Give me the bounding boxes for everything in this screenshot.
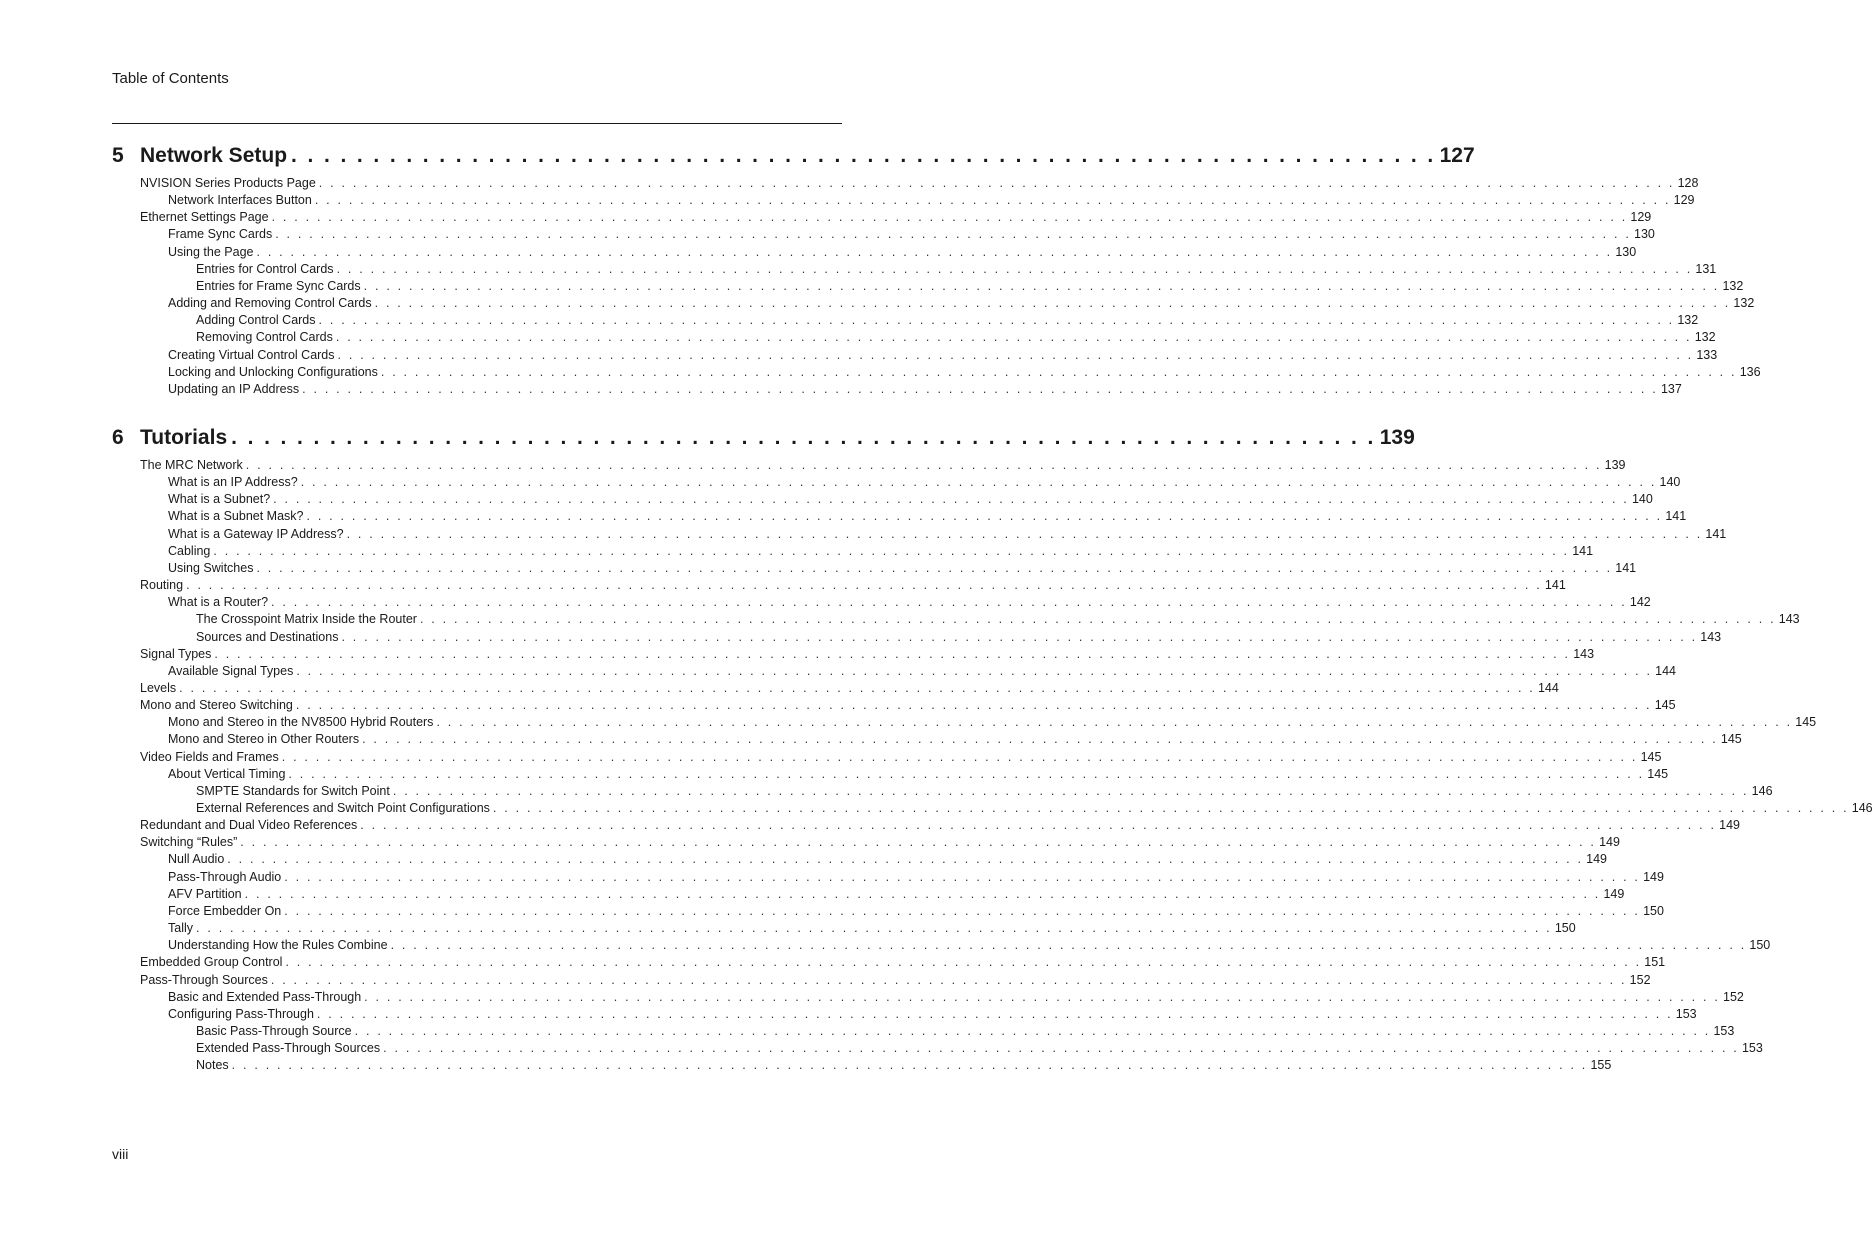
header-rule	[112, 123, 842, 124]
dot-leader: . . . . . . . . . . . . . . . . . . . . . . . . . . . . . . . . . . . . . . . . . . . . . . . . . . . . . . . . . . . . . . . . . . . . . . . . . . . . . . . . . . . . . . . . . . . . . . . . . . . . . . . . . . . . . . . . . . . . . . . .	[419, 612, 1776, 626]
toc-entry-title: Adding and Removing Control Cards	[168, 296, 372, 310]
dot-leader: . . . . . . . . . . . . . . . . . . . . . . . . . . . . . . . . . . . . . . . . . . . . . . . . . . . . . . . . . . . . . . . . . . . . . . . . . . . . . . . . . . . . . . . . . . . . . . . . . . . . . . . . . . . . . . . . . . . . . . . .	[354, 1024, 1711, 1038]
toc-entry-page-number: 149	[1719, 818, 1740, 832]
dot-leader: . . . . . . . . . . . . . . . . . . . . . . . . . . . . . . . . . . . . . . . . . . . . . . . . . . . . . . . . . . . . . . . . . . . . . . . . . . . . . . . . . . . . . . . . . . . . . . . . . . . . . . . . . . . . . . . . . . . . . . . .	[314, 193, 1671, 207]
dot-leader: . . . . . . . . . . . . . . . . . . . . . . . . . . . . . . . . . . . . . . . . . . . . . . . . . . . . . . . . . . . . . . . . . . . . . . . . . . . . . . . . . . . . . . . . . . . . . . . . . . . . . . . . . . . . . . . . . . . . . . . .	[196, 921, 1552, 935]
toc-entry[interactable]	[140, 577, 1566, 594]
toc-entry-page-number: 139	[1604, 458, 1626, 472]
toc-entry-page-number: 137	[1660, 382, 1682, 396]
toc-entry-page-number: 149	[1603, 887, 1625, 901]
toc-entry[interactable]	[140, 749, 1662, 766]
toc-entry-page-number: 152	[1629, 973, 1651, 987]
toc-entry[interactable]	[196, 278, 1744, 295]
dot-leader: . . . . . . . . . . . . . . . . . . . . . . . . . . . . . . . . . . . . . . . . . . . . . . . . . . . . . . . . . . . . . . . . . . . . . . . . . . . . . . . . . . . . . . . . . . . . . . . . . . . . . . . . . . . . . . . . . . . . . . . .	[284, 870, 1641, 884]
toc-entry-page-number: 133	[1696, 348, 1718, 362]
toc-entry[interactable]	[196, 1023, 1735, 1040]
dot-leader: . . . . . . . . . . . . . . . . . . . . . . . . . . . . . . . . . . . . . . . . . . . . . . . . . . . . . . . . . . . . . . . . . . . . . . . . . . . . . . . . . . . . . . . . . . . . . . . . . . . . . . . . . . . . . . . . . . . . . . . .	[390, 938, 1747, 952]
toc-entry[interactable]	[140, 817, 1740, 834]
dot-leader: . . . . . . . . . . . . . . . . . . . . . . . . . . . . . . . . . . . . . . . . . . . . . . . . . . . . . . . . . . . . . . . . . . . . . . . . . . . . . . . . . . . . . . . . . . . . . . . . . . . . . . . . . . . . . . . . . . . . . . . .	[271, 210, 1628, 224]
toc-entry-title: Adding Control Cards	[196, 313, 316, 327]
toc-entry-page-number: 153	[1675, 1007, 1697, 1021]
toc-entry[interactable]	[168, 295, 1755, 312]
dot-leader: . . . . . . . . . . . . . . . . . . . . . . . . . . . . . . . . . . . . . . . . . . . . . . . . . . . . . . . . . . . . . . . . . . . . . . . . . . . . . . . . . . . . . . . . . . . . . . . . . . . . . . . . . . . . . . . . . . . . . . . .	[363, 279, 1720, 293]
toc-entry[interactable]	[140, 972, 1651, 989]
toc-entry-title: Basic Pass-Through Source	[196, 1024, 352, 1038]
chapter-page-number: 139	[1379, 426, 1415, 449]
toc-entry[interactable]	[196, 261, 1717, 278]
toc-entry[interactable]	[168, 526, 1727, 543]
toc-entry-page-number: 150	[1749, 938, 1771, 952]
toc-entry[interactable]	[140, 457, 1626, 474]
dot-leader: . . . . . . . . . . . . . . . . . . . . . . . . . . . . . . . . . . . . . . . . . . . . . . . . . . . . . . . . . . . . . . . . . . . . . . . . . . . . . . . . . . . . . . . . . . . . . . . . . . . . . . . . . . . . . . . . . . . . . . . .	[374, 296, 1731, 310]
toc-entry[interactable]	[168, 491, 1653, 508]
toc-entry-page-number: 141	[1615, 561, 1637, 575]
dot-leader: . . . . . . . . . . . . . . . . . . . . . . . . . . . . . . . . . . . . . . . . . . . . . . . . . . . . . . . . . . . . . . . . . . . . . . . . . . . . . . . . . . . . . . . . . . . . . . . . . . . . . . . . . . . . . . . . . . . . . . . .	[256, 561, 1613, 575]
toc-entry-page-number: 152	[1723, 990, 1744, 1004]
toc-entry[interactable]	[168, 869, 1664, 886]
toc-entry-page-number: 144	[1537, 681, 1559, 695]
dot-leader: . . . . . . . . . . . . . . . . . . . . . . . . . . . . . . . . . . . . . . . . . . . . . . . . . . . . . . . . . . . . . . . . . . . . . . . . . . . . . . . . . . . . . . . . . . . . . . . . . . . . . . . . . . . . . . . . . . . . . . . .	[335, 330, 1692, 344]
dot-leader: . . . . . . . . . . . . . . . . . . . . . . . . . . . . . . . . . . . . . . . . . . . . . . . . . . . . . . . . . . . . . . . . . . . . . . . . . . . . . . . . . . . . . . . . . . . . . . . . . . . . . . . . . . . . . . . . . . . . . . . .	[284, 904, 1641, 918]
toc-entry-title: Cabling	[168, 544, 211, 558]
dot-leader: . . . . . . . . . . . . . . . . . . . . . . . . . . . . . . . . . . . . . . . . . . . . . . . . . . . . . . . . . . . . . . . . . . . . . . . . . . . . . . . . . . . . . . . . . . . . . . . . . . . . . . . . . . . . . . . . . . . . . . . .	[296, 664, 1653, 678]
toc-entry-page-number: 129	[1630, 210, 1652, 224]
chapter-page-number: 127	[1439, 144, 1475, 167]
toc-entry[interactable]	[168, 474, 1681, 491]
toc-entry-title: Understanding How the Rules Combine	[168, 938, 388, 952]
toc-entry-title: Updating an IP Address	[168, 382, 300, 396]
toc-entry-title: Removing Control Cards	[196, 330, 333, 344]
toc-entry-title: What is a Gateway IP Address?	[168, 527, 344, 541]
toc-entry-title: Locking and Unlocking Configurations	[168, 365, 378, 379]
dot-leader: . . . . . . . . . . . . . . . . . . . . . . . . . . . . . . . . . . . . . . . . . . . . . . . . . . . . . . . . . . . . . . . . . . . . . . . . . . . . . . . . . . . . . . . . . . . . . . . . . . . . . . . . . . . . . . . . . . . . . . . .	[231, 1058, 1588, 1072]
chapter-heading[interactable]	[112, 144, 1475, 168]
dot-leader: . . . . . . . . . . . . . . . . . . . . . . . . . . . . . . . . . . . . . . . . . . . . . . . . . . . . . . . . . . . . . . . . . . . . . . . . . . . . . . . . . . . . . . . . . . . . . . . . . . . . . . . . . . . . . . . . . . . . . . . .	[318, 313, 1675, 327]
dot-leader: . . . . . . . . . . . . . . . . . . . . . . . . . . . . . . . . . . . . . . . . . . . . . . . . . . . . . . . . . . . . . . . . . . . . . . . . . . . . . . . . . . . . . . . . . . . . . . . . . . . . . . . . . . . . . . . . . . . . . . . .	[318, 176, 1675, 190]
dot-leader: . . . . . . . . . . . . . . . . . . . . . . . . . . . . . . . . . . . . . . . . . . . . . . . . . . . . . . . . . . . . . . . . . . . . . . . . . . . . . . . . . . . . . . . . . . . . . . . . . . . . . . . . . . . . . . . . . . . . . . . .	[380, 365, 1737, 379]
toc-entry[interactable]	[168, 989, 1744, 1006]
toc-entry-title: Using Switches	[168, 561, 254, 575]
toc-entry-title: Force Embedder On	[168, 904, 282, 918]
toc-entry-title: Entries for Frame Sync Cards	[196, 279, 361, 293]
toc-entry-page-number: 131	[1695, 262, 1717, 276]
dot-leader: . . . . . . . . . . . . . . . . . . . . . . . . . . . . . . . . . . . . . . . . . . . . . . . . . . . . . . . . . . . . . . . . . . . . . . . . . . . . . . . . . . . . . . . . . . . . . . . . . . . . . . . . . . . . . . . . . . . . . . . .	[492, 801, 1849, 815]
toc-entry[interactable]	[168, 1006, 1697, 1023]
toc-entry-page-number: 149	[1586, 852, 1607, 866]
toc-entry[interactable]	[168, 766, 1669, 783]
dot-leader: . . . . . . . . . . . . . . . . . . . . . . . . . . . . . . . . . . . . . . . . . . . . . . . . . . . . . . . . . . . . . . . . . . . . . . . . . . . . . . . . . . . . . . . . . . . . . . . . . . . . . . . . . . . . . . . . . . . . . . . .	[273, 492, 1629, 506]
toc-entry-title: What is a Router?	[168, 595, 269, 609]
dot-leader: . . . . . . . . . . . . . . . . . . . . . . . . . . . . . . . . . . . . . . . . . . . . . . . . . . . . . . . . . . . . . . . . . . . . . . . . . . . . . . . . . . . . . . . . . . . . . . . . . . . . . . . . . . . . . . . . . . . . . . . .	[336, 262, 1693, 276]
toc-entry[interactable]	[196, 312, 1699, 329]
toc-entry-page-number: 155	[1590, 1058, 1612, 1072]
toc-entry-page-number: 153	[1741, 1041, 1763, 1055]
dot-leader: . . . . . . . . . . . . . . . . . . . . . . . . . . . . . . . . . . . . . . . . . . . . . . . . . . . . . . . . . . . . . . . . . . . . . . . . . . . . . . . . . . . . . . . . . . . . . . . . . . . . . . . . . . . . . . . . . . . . . . . .	[281, 750, 1638, 764]
toc-entry-page-number: 144	[1655, 664, 1677, 678]
toc-entry-page-number: 129	[1673, 193, 1695, 207]
toc-entry-title: About Vertical Timing	[168, 767, 286, 781]
dot-leader: . . . . . . . . . . . . . . . . . . . . . . . . . . . . . . . . . . . . . . . . . . . . . . . . . . . . . . . . . . . . . . . . . . . . . . . . . . . . . . . . . . . . . . . . . . . . . . . . . . . . . . . . . . . . . . . . . . . . . . . .	[270, 973, 1627, 987]
toc-entry[interactable]	[168, 886, 1625, 903]
toc-entry-title: Signal Types	[140, 647, 212, 661]
running-head: Table of Contents	[112, 70, 229, 87]
toc-entry[interactable]	[168, 543, 1594, 560]
chapter-number: 6	[112, 426, 124, 449]
toc-entry[interactable]	[140, 834, 1620, 851]
chapter-heading[interactable]	[112, 426, 1415, 450]
dot-leader: . . . . . . . . . . . . . . . . . . . . . . . . . . . . . . . . . . . . . . . . . . . . . . . . . . . . . . . . . . . . . . . . . . . . . . . . . . . . . . . . . . . . . . . . . . . . . . . . . . . . . . . . . . . . . . . . . . . . . . . .	[360, 818, 1717, 832]
toc-entry-title: NVISION Series Products Page	[140, 176, 316, 190]
toc-entry-page-number: 143	[1700, 630, 1722, 644]
toc-entry-page-number: 142	[1629, 595, 1651, 609]
toc-entry[interactable]	[168, 226, 1655, 243]
toc-entry[interactable]	[140, 697, 1676, 714]
toc-entry-page-number: 136	[1739, 365, 1761, 379]
toc-entry-title: Pass-Through Sources	[140, 973, 268, 987]
dot-leader: . . . . . . . . . . . . . . . . . . . . . . . . . . . . . . . . . . . . . . . . . . . . . . . . . . . . . . . . . . . . . . . . . . . . . . . . . . . . . . . . . . . . . . . . . . . . . . . . . . . . . . . . . . . . . . . . . . . . . . . .	[227, 852, 1584, 866]
dot-leader: . . . . . . . . . . . . . . . . . . . . . . . . . . . . . . . . . . . . . . . . . . . . . . . . . . . . . . . . . . . . . . . . . . . . . . . . . . . . . . . . . . . . . . . . . . . . . . . . . . . . . . . . . . . . . . . . . . . . . . . .	[341, 630, 1698, 644]
toc-entry[interactable]	[168, 381, 1682, 398]
toc-entry-title: Entries for Control Cards	[196, 262, 334, 276]
dot-leader: . . . . . . . . . . . . . . . . . . . . . . . . . . . . . . . . . . . . . . . . . . . . . . . . . . . . . . . . . . . . . . . . . . . . . . . . . . . . . . . . . . . . . . . . . . . . . . . . . . . . . . . . . . . . . . . . . . . . . . . .	[300, 475, 1657, 489]
dot-leader: . . . . . . . . . . . . . . . . . . . . . . . . . . . . . . . . . . . . . . . . . . . . . . . . . . . . . . . . . . . . . . . . . . . . . . . . . . . . . . . . . . . . . . . . . . . . . . . . . . . . . . . . . . . . . . . . . . . . . . . .	[337, 348, 1694, 362]
toc-entry-page-number: 141	[1705, 527, 1727, 541]
toc-entry[interactable]	[196, 1040, 1763, 1057]
dot-leader: . . . . . . . . . . . . . . . . . . . . . . . . . . . . . . . . . . . . . . . . . . . . . . . . . . . . . . . . . . . . . . . . . . . . . . . . . . . . . . . . . . . . . . . . . . . . . . . . . . . . . . . . . . . . . . . . . . . . . . . .	[362, 732, 1718, 746]
toc-entry-title: Redundant and Dual Video References	[140, 818, 358, 832]
toc-entry-page-number: 132	[1722, 279, 1744, 293]
toc-entry-title: Levels	[140, 681, 177, 695]
dot-leader: . . . . . . . . . . . . . . . . . . . . . . . . . . . . . . . . . . . . . . . . . . . . . . . . . . . . . . . . . . . . . . . . . . . . . . . . . . . . . . . . . . . . . . . . . . . . . . . . . . . . . . . . . . . . . . . . . . . . . . . .	[316, 1007, 1673, 1021]
toc-entry-page-number: 143	[1573, 647, 1595, 661]
chapter-title: Tutorials	[140, 426, 228, 449]
toc-entry-page-number: 130	[1634, 227, 1655, 241]
toc-entry-title: Available Signal Types	[168, 664, 294, 678]
dot-leader: . . . . . . . . . . . . . . . . . . . . . . . . . . . . . . . . . . . . . . . . . . . . . . . . . . . . . . . . . . . . . . . . . . . . . . . . . . . . . . . . . . . . . . . . . . . . . . . . . . . . . . . . . . . . . . . . . . . . . . . .	[214, 647, 1571, 661]
toc-entry-page-number: 146	[1751, 784, 1773, 798]
toc-entry-title: Frame Sync Cards	[168, 227, 273, 241]
toc-entry-title: What is a Subnet Mask?	[168, 509, 304, 523]
toc-entry[interactable]	[168, 851, 1607, 868]
toc-entry[interactable]	[168, 244, 1637, 261]
toc-entry[interactable]	[140, 646, 1595, 663]
toc-entry-title: What is an IP Address?	[168, 475, 298, 489]
toc-entry[interactable]	[196, 800, 1873, 817]
toc-entry-title: Switching “Rules”	[140, 835, 238, 849]
toc-entry[interactable]	[168, 192, 1695, 209]
toc-entry-title: Creating Virtual Control Cards	[168, 348, 335, 362]
toc-entry-title: The MRC Network	[140, 458, 243, 472]
toc-entry-title: Mono and Stereo Switching	[140, 698, 293, 712]
dot-leader: . . . . . . . . . . . . . . . . . . . . . . . . . . . . . . . . . . . . . . . . . . . . . . . . . . . . . . . . . . . . . . . . . . . . . . . . . . . . . . . . . . . . . . . . . . . . . . . . . . . . . . . . . . . . . . . . . . . . . . . .	[285, 955, 1642, 969]
toc-entry[interactable]	[168, 903, 1664, 920]
toc-entry-page-number: 132	[1694, 330, 1716, 344]
toc-entry-page-number: 145	[1647, 767, 1669, 781]
toc-entry-page-number: 141	[1572, 544, 1594, 558]
toc-entry-title: Mono and Stereo in the NV8500 Hybrid Routers	[168, 715, 434, 729]
page-folio: viii	[112, 1146, 129, 1162]
dot-leader: . . . . . . . . . . . . . . . . . . . . . . . . . . . . . . . . . . . . . . . . . . . . . . . . . . . . . . . . . . . . . . . . . . . . . . . . . . . . . . . . . . . . . . . . . . . . . . . . . . . . . . . . . . . . . . . . . . . . . . . .	[288, 767, 1645, 781]
toc-entry-title: Pass-Through Audio	[168, 870, 282, 884]
toc-entry-page-number: 151	[1644, 955, 1666, 969]
dot-leader: . . . . . . . . . . . . . . . . . . . . . . . . . . . . . . . . . . . . . . . . . . . . . . . . . . . . . . . . . . . . . . . . . . . . . . . . . . . . . . . . . . . . . . . . . . . . . . . . . . . . . . . . . . . . . . . . . . . . . . . .	[295, 698, 1652, 712]
toc-entry-title: Basic and Extended Pass-Through	[168, 990, 362, 1004]
toc-entry-title: Video Fields and Frames	[140, 750, 279, 764]
toc-entry-page-number: 145	[1640, 750, 1662, 764]
dot-leader: . . . . . . . . . . . . . . . . . . . . . . . . . . . . . . . . . . . . . . . . . . . . . . . . . . . . . . . . . . . . . . . . . . . . . . . . . . . . . . . . . . . . . . . . . . . . . . . . . . . . . . . . . . . . . . . . . . . . . . . .	[240, 835, 1597, 849]
toc-entry[interactable]	[168, 364, 1761, 381]
chapter-title: Network Setup	[140, 144, 288, 167]
dot-leader: . . . . . . . . . . . . . . . . . . . . . . . . . . . . . . . . . . . . . . . . . . . . . . . . . . . . . . . . . . . . . . . . . . . . . . . . . . . . . . . . . . . . . . . . . . . . . . . . . . . . . . . . . . . . . . . . . . . . . . . .	[244, 887, 1601, 901]
toc-entry-page-number: 145	[1795, 715, 1817, 729]
toc-entry-page-number: 146	[1851, 801, 1873, 815]
toc-entry-title: Sources and Destinations	[196, 630, 339, 644]
toc-entry-page-number: 150	[1554, 921, 1576, 935]
chapter-number: 5	[112, 144, 124, 167]
dot-leader: . . . . . . . . . . . . . . . . . . . . . . . . . . . . . . . . . . . . . . . . . . . . . . . . . . . . . . . . . . . . . . . . . . . . . . . . . . . . . . . . . . . . . . . . . . . . . . . . . . . . . . . . . . . . . . . . . . . . . . . .	[346, 527, 1703, 541]
dot-leader: . . . . . . . . . . . . . . . . . . . . . . . . . . . . . . . . . . . . . . . . . . . . . . . . . . . . . . . . . . . . . . . . . . . . . . . . . . . . . . . . . . . . . . . . . . . . . . . . . . . . . . . . . . . . . . . . . . . . . . . .	[213, 544, 1570, 558]
dot-leader: . . . . . . . . . . . . . . . . . . . . . . . . . . . . . . . . . . . . . . . . . . . . . . . . . . . . . . . . . . . . . . . . . . . . . .	[291, 144, 1436, 167]
toc-entry[interactable]	[140, 209, 1652, 226]
dot-leader: . . . . . . . . . . . . . . . . . . . . . . . . . . . . . . . . . . . . . . . . . . . . . . . . . . . . . . . . . . . . . . . . . . . . . . . . . . . . . . . . . . . . . . . . . . . . . . . . . . . . . . . . . . . . . . . . . . . . . . . .	[383, 1041, 1739, 1055]
toc-entry[interactable]	[168, 937, 1771, 954]
toc-entry-page-number: 141	[1665, 509, 1687, 523]
toc-entry-page-number: 145	[1654, 698, 1676, 712]
toc-entry-title: Notes	[196, 1058, 229, 1072]
toc-entry-page-number: 140	[1631, 492, 1653, 506]
toc-entry-title: Network Interfaces Button	[168, 193, 312, 207]
toc-entry-page-number: 143	[1778, 612, 1800, 626]
toc-entry-title: What is a Subnet?	[168, 492, 271, 506]
dot-leader: . . . . . . . . . . . . . . . . . . . . . . . . . . . . . . . . . . . . . . . . . . . . . . . . . . . . . . . . . . . . . . . . . . . . . . . . . . . . . . . . . . . . . . . . . . . . . . . . . . . . . . . . . . . . . . . . . . . . . . . .	[186, 578, 1542, 592]
toc-entry-page-number: 132	[1733, 296, 1755, 310]
toc-entry-title: External References and Switch Point Configurations	[196, 801, 490, 815]
toc-entry[interactable]	[168, 714, 1817, 731]
toc-entry-title: Using the Page	[168, 245, 254, 259]
toc-entry-page-number: 149	[1599, 835, 1620, 849]
toc-entry[interactable]	[140, 175, 1699, 192]
toc-entry[interactable]	[168, 731, 1742, 748]
toc-entry-title: Extended Pass-Through Sources	[196, 1041, 381, 1055]
toc-entry[interactable]	[168, 508, 1687, 525]
dot-leader: . . . . . . . . . . . . . . . . . . . . . . . . . . . . . . . . . . . . . . . . . . . . . . . . . . . . . . . . . . . . . . . . . . . . . . . . . . . . . . . . . . . . . . . . . . . . . . . . . . . . . . . . . . . . . . . . . . . . . . . .	[364, 990, 1720, 1004]
toc-entry[interactable]	[140, 954, 1666, 971]
toc-entry[interactable]	[140, 680, 1559, 697]
toc-entry-title: Mono and Stereo in Other Routers	[168, 732, 360, 746]
dot-leader: . . . . . . . . . . . . . . . . . . . . . . . . . . . . . . . . . . . . . . . . . . . . . . . . . . . . . . . . . . . . . . . . . . . . . . . . . . . . . . . . . . . . . . . . . . . . . . . . . . . . . . . . . . . . . . . . . . . . . . . .	[392, 784, 1749, 798]
toc-entry-title: Tally	[168, 921, 194, 935]
dot-leader: . . . . . . . . . . . . . . . . . . . . . . . . . . . . . . . . . . . . . . . . . . . . . . . . . . . . . . . . . . . . . . . . . . . . . . . . . . . . . . . . . . . . . . . . . . . . . . . . . . . . . . . . . . . . . . . . . . . . . . . .	[256, 245, 1613, 259]
toc-entry-title: The Crosspoint Matrix Inside the Router	[196, 612, 417, 626]
toc-entry-title: Embedded Group Control	[140, 955, 283, 969]
toc-entry[interactable]	[168, 663, 1677, 680]
toc-entry-page-number: 132	[1677, 313, 1699, 327]
dot-leader: . . . . . . . . . . . . . . . . . . . . . . . . . . . . . . . . . . . . . . . . . . . . . . . . . . . . . . . . . . . . . . . . . . . . . . . . . . . . . . . . . . . . . . . . . . . . . . . . . . . . . . . . . . . . . . . . . . . . . . . .	[271, 595, 1627, 609]
toc-entry-page-number: 141	[1544, 578, 1566, 592]
dot-leader: . . . . . . . . . . . . . . . . . . . . . . . . . . . . . . . . . . . . . . . . . . . . . . . . . . . . . . . . . . . . . . . . . . . . . . . . . . . . . . . . . . . . . . . . . . . . . . . . . . . . . . . . . . . . . . . . . . . . . . . .	[179, 681, 1535, 695]
toc-entry-page-number: 153	[1713, 1024, 1735, 1038]
dot-leader: . . . . . . . . . . . . . . . . . . . . . . . . . . . . . . . . . . . . . . . . . . . . . . . . . . . . . . . . . . . . . . . . . . . . . . . . . . . . . . . . . . . . . . . . . . . . . . . . . . . . . . . . . . . . . . . . . . . . . . . .	[436, 715, 1793, 729]
dot-leader: . . . . . . . . . . . . . . . . . . . . . . . . . . . . . . . . . . . . . . . . . . . . . . . . . . . . . . . . . . . . . . . . . . . . . . . . . . . . . . . . . . . . . . . . . . . . . . . . . . . . . . . . . . . . . . . . . . . . . . . .	[245, 458, 1602, 472]
toc-entry-page-number: 128	[1677, 176, 1699, 190]
toc-entry-title: Configuring Pass-Through	[168, 1007, 314, 1021]
toc-entry-page-number: 130	[1615, 245, 1637, 259]
toc-entry[interactable]	[196, 1057, 1612, 1074]
dot-leader: . . . . . . . . . . . . . . . . . . . . . . . . . . . . . . . . . . . . . . . . . . . . . . . . . . . . . . . . . . . . . . . . . . . . . .	[231, 426, 1376, 449]
toc-entry-page-number: 140	[1659, 475, 1681, 489]
toc-entry[interactable]	[168, 347, 1718, 364]
toc-entry-title: Ethernet Settings Page	[140, 210, 269, 224]
toc-entry-title: Routing	[140, 578, 184, 592]
toc-entry-title: Null Audio	[168, 852, 225, 866]
toc-entry[interactable]	[196, 629, 1722, 646]
toc-entry-page-number: 150	[1643, 904, 1664, 918]
toc-entry-page-number: 145	[1720, 732, 1742, 746]
toc-entry-title: SMPTE Standards for Switch Point	[196, 784, 390, 798]
toc-entry[interactable]	[168, 594, 1651, 611]
toc-entry-title: AFV Partition	[168, 887, 242, 901]
toc-entry[interactable]	[168, 920, 1576, 937]
toc-entry[interactable]	[196, 783, 1773, 800]
toc-entry[interactable]	[168, 560, 1637, 577]
toc-entry[interactable]	[196, 611, 1800, 628]
dot-leader: . . . . . . . . . . . . . . . . . . . . . . . . . . . . . . . . . . . . . . . . . . . . . . . . . . . . . . . . . . . . . . . . . . . . . . . . . . . . . . . . . . . . . . . . . . . . . . . . . . . . . . . . . . . . . . . . . . . . . . . .	[302, 382, 1658, 396]
toc-entry[interactable]	[196, 329, 1716, 346]
toc-entry-page-number: 149	[1643, 870, 1664, 884]
dot-leader: . . . . . . . . . . . . . . . . . . . . . . . . . . . . . . . . . . . . . . . . . . . . . . . . . . . . . . . . . . . . . . . . . . . . . . . . . . . . . . . . . . . . . . . . . . . . . . . . . . . . . . . . . . . . . . . . . . . . . . . .	[275, 227, 1632, 241]
dot-leader: . . . . . . . . . . . . . . . . . . . . . . . . . . . . . . . . . . . . . . . . . . . . . . . . . . . . . . . . . . . . . . . . . . . . . . . . . . . . . . . . . . . . . . . . . . . . . . . . . . . . . . . . . . . . . . . . . . . . . . . .	[306, 509, 1663, 523]
